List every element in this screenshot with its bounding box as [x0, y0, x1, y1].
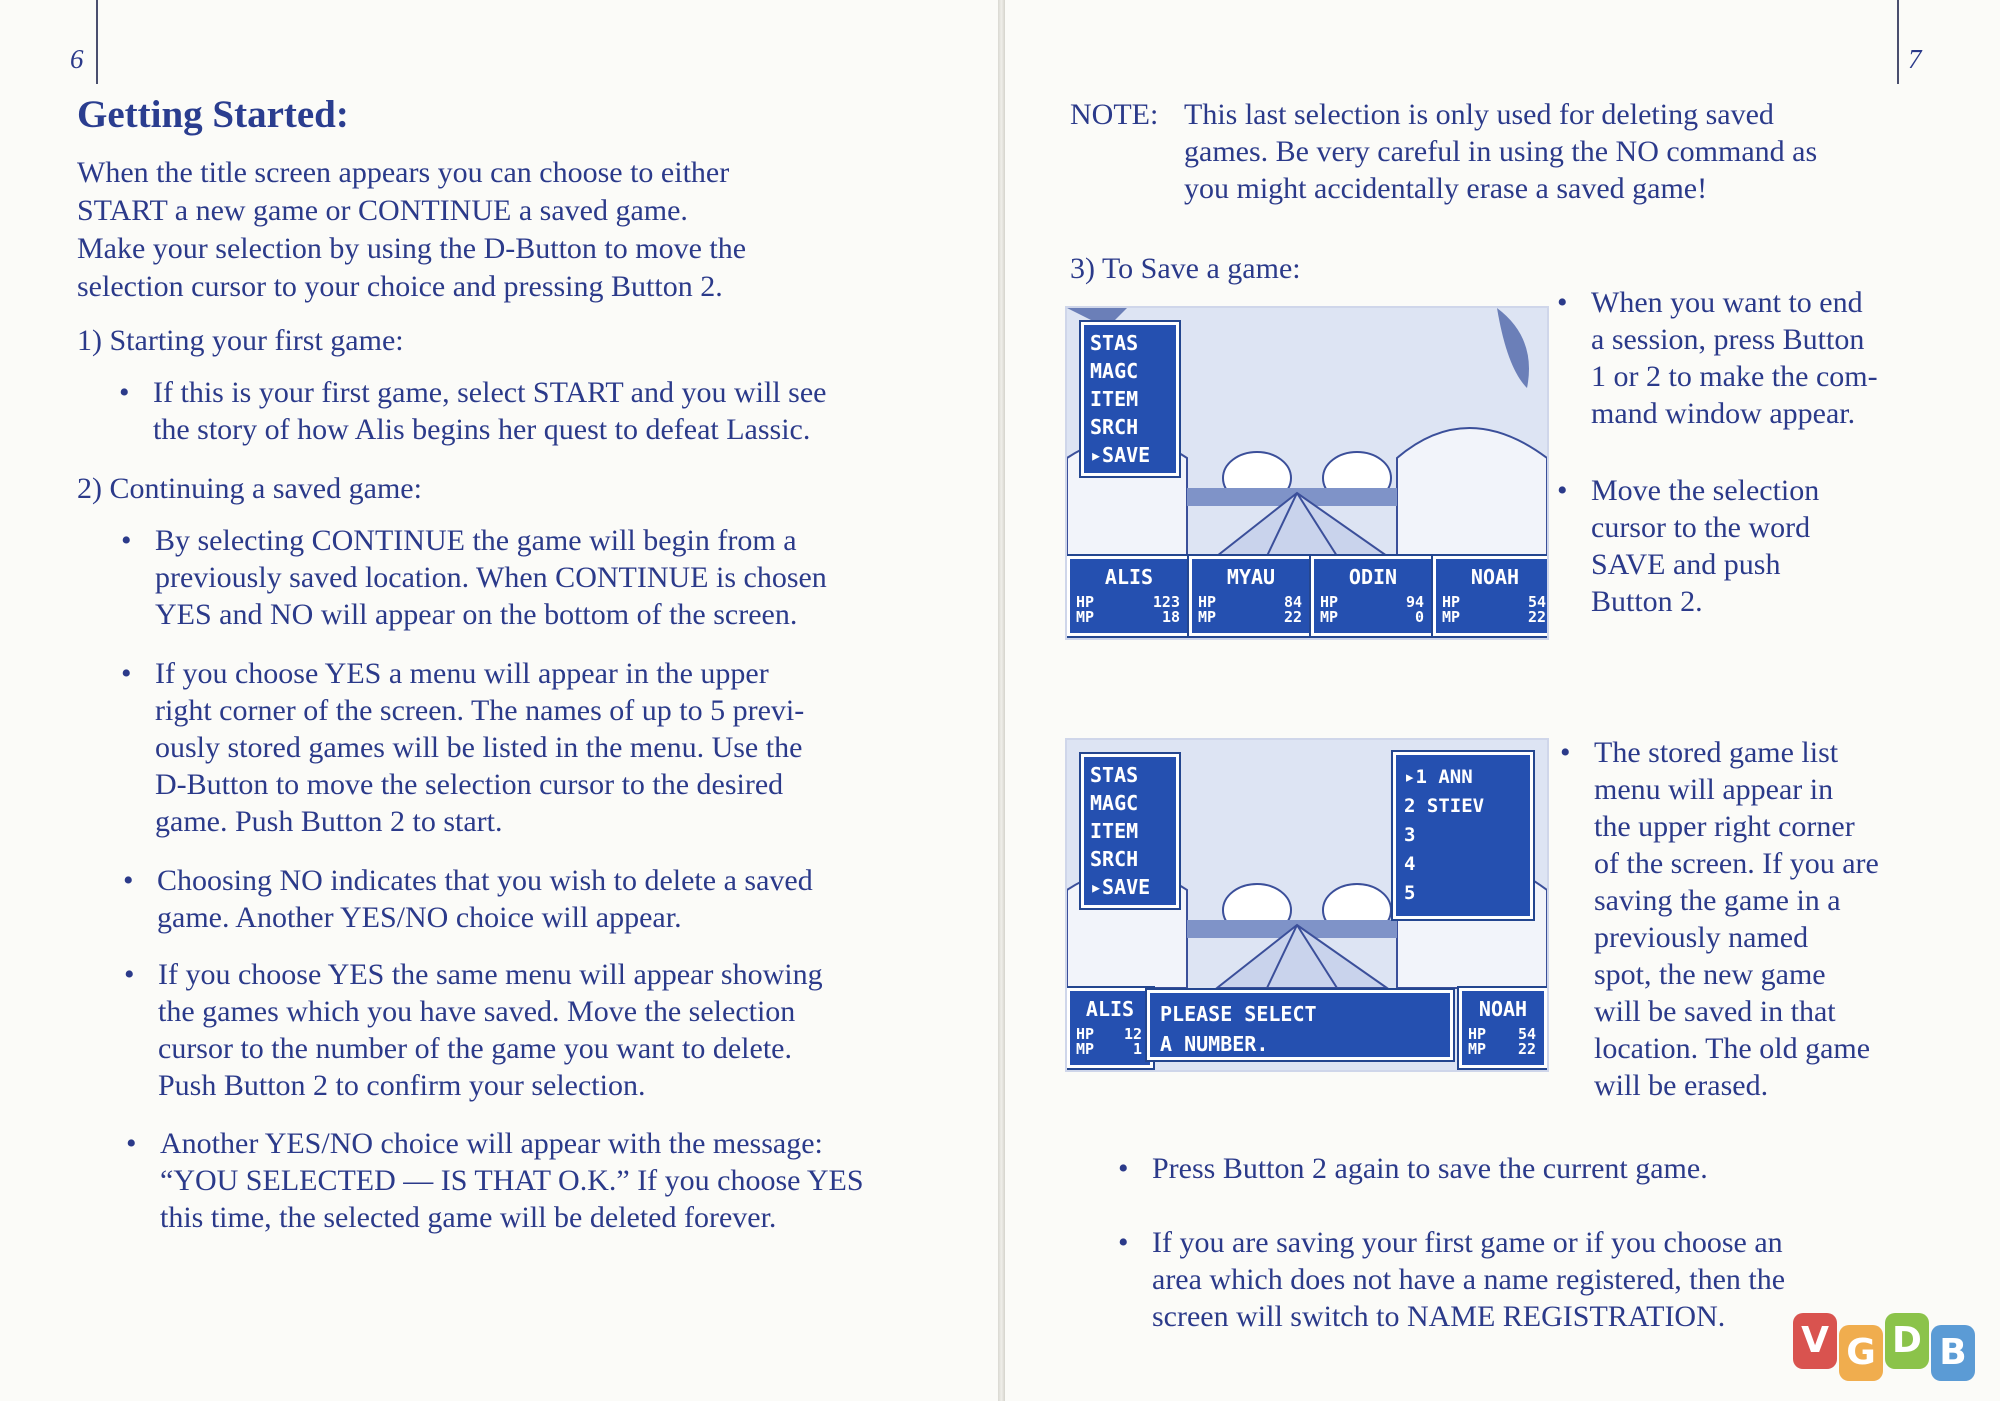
bullet-item	[1594, 734, 1879, 1104]
hp-value: 54	[1517, 1025, 1536, 1043]
bullet-item	[153, 374, 826, 448]
menu-item[interactable]: SRCH	[1090, 847, 1139, 871]
save-slot[interactable]: 3	[1404, 824, 1416, 846]
bullet-item	[1591, 472, 1819, 620]
party-member-name: ODIN	[1348, 565, 1398, 589]
bullet-item	[1152, 1224, 1785, 1335]
game-screenshot-save-menu	[1065, 306, 1549, 640]
note-label: NOTE:	[1070, 98, 1159, 131]
bullet-line: screen will switch to NAME REGISTRATION.	[1152, 1300, 1726, 1333]
book-spine	[998, 0, 1005, 1401]
bullet-item	[158, 956, 823, 1104]
party-status-myau	[1189, 556, 1313, 636]
bullet-line: • If this is your first game, select START and you will see	[153, 376, 827, 409]
mp-label: MP	[1442, 608, 1461, 626]
watermark-letter: G	[1839, 1325, 1883, 1381]
bullet-line: • The stored game list	[1594, 736, 1839, 769]
right-page	[1003, 0, 2000, 1401]
bullet-line: of the screen. If you are	[1594, 847, 1879, 880]
mp-value: 22	[1517, 1040, 1536, 1058]
bullet-item	[160, 1125, 864, 1236]
bullet-line: menu will appear in	[1594, 773, 1834, 806]
hp-value: 123	[1152, 593, 1180, 611]
intro-line: START a new game or CONTINUE a saved game.	[77, 194, 688, 227]
bullet-line: D-Button to move the selection cursor to the desired	[155, 768, 784, 801]
party-status-noah	[1459, 988, 1547, 1068]
bullet-line: Push Button 2 to confirm your selection.	[158, 1069, 646, 1102]
intro-line: When the title screen appears you can choose to either	[77, 156, 730, 189]
watermark-letter: B	[1931, 1325, 1975, 1381]
page-number-left: 6	[70, 44, 84, 74]
bullet-line: the story of how Alis begins her quest to defeat Lassic.	[153, 413, 811, 446]
hp-label: HP	[1076, 1025, 1095, 1043]
bullet-line: 1 or 2 to make the com-	[1591, 360, 1878, 393]
mp-label: MP	[1076, 1040, 1095, 1058]
intro-line: Make your selection by using the D-Button to move the	[77, 232, 747, 265]
vgdb-watermark-logo	[1793, 1313, 1983, 1383]
bullet-line: a session, press Button	[1591, 323, 1865, 356]
mp-label: MP	[1320, 608, 1339, 626]
bullet-line: • When you want to end	[1591, 286, 1863, 319]
note-line: games. Be very careful in using the NO command as	[1184, 135, 1818, 168]
bullet-line: game. Push Button 2 to start.	[155, 805, 503, 838]
mp-label: MP	[1076, 608, 1095, 626]
menu-item[interactable]: STAS	[1090, 331, 1139, 355]
bullet-line: • Another YES/NO choice will appear with the message:	[160, 1127, 823, 1160]
watermark-letter: V	[1793, 1313, 1837, 1369]
bullet-line: location. The old game	[1594, 1032, 1871, 1065]
bullet-line: game. Another YES/NO choice will appear.	[157, 901, 682, 934]
command-menu[interactable]	[1081, 754, 1179, 908]
menu-item[interactable]: ▸SAVE	[1090, 443, 1151, 467]
bullet-line: the upper right corner	[1594, 810, 1855, 843]
bullet-line: SAVE and push	[1591, 548, 1781, 581]
bullet-line: • Move the selection	[1591, 474, 1820, 507]
bullet-line: cursor to the number of the game you want to delete.	[158, 1032, 792, 1065]
bullet-line: spot, the new game	[1594, 958, 1826, 991]
bullet-line: cursor to the word	[1591, 511, 1811, 544]
bullet-line: • Choosing NO indicates that you wish to delete a saved	[157, 864, 813, 897]
bullet-line: previously named	[1594, 921, 1809, 954]
save-slot[interactable]: ▸1 ANN	[1404, 766, 1473, 788]
hp-label: HP	[1320, 593, 1339, 611]
mp-value: 18	[1161, 608, 1180, 626]
menu-item[interactable]: ITEM	[1090, 387, 1139, 411]
save-slot-list[interactable]	[1393, 752, 1533, 919]
bullet-item	[157, 862, 813, 936]
bullet-line: • If you choose YES a menu will appear in the upper	[155, 657, 769, 690]
menu-item[interactable]: ITEM	[1090, 819, 1139, 843]
mp-value: 22	[1527, 608, 1546, 626]
game-screenshot-save-slots	[1065, 738, 1549, 1072]
bullet-line: the games which you have saved. Move the selection	[158, 995, 796, 1028]
party-status-noah	[1433, 556, 1549, 636]
bullet-line: • Press Button 2 again to save the current game.	[1152, 1152, 1708, 1185]
bullet-line: right corner of the screen. The names of up to 5 previ-	[155, 694, 805, 727]
bullet-line: previously saved location. When CONTINUE is chosen	[155, 561, 827, 594]
hp-label: HP	[1442, 593, 1461, 611]
menu-item[interactable]: STAS	[1090, 763, 1139, 787]
bullet-line: mand window appear.	[1591, 397, 1856, 430]
save-slot[interactable]: 5	[1404, 882, 1416, 904]
page-number-rule-left	[96, 0, 98, 84]
mp-label: MP	[1468, 1040, 1487, 1058]
party-member-name: NOAH	[1470, 565, 1520, 589]
bullet-line: saving the game in a	[1594, 884, 1841, 917]
bullet-item	[155, 522, 827, 633]
party-status-alis	[1067, 988, 1153, 1068]
menu-item[interactable]: ▸SAVE	[1090, 875, 1151, 899]
hp-label: HP	[1198, 593, 1217, 611]
hp-value: 12	[1123, 1025, 1142, 1043]
party-member-name: ALIS	[1104, 565, 1154, 589]
bullet-line: “YOU SELECTED — IS THAT O.K.” If you choose YES	[160, 1164, 864, 1197]
party-member-name: ALIS	[1085, 997, 1135, 1021]
bullet-item	[1591, 284, 1878, 432]
hp-value: 94	[1405, 593, 1424, 611]
bullet-line: YES and NO will appear on the bottom of the screen.	[155, 598, 798, 631]
section2-heading: 2) Continuing a saved game:	[77, 472, 422, 505]
bullet-item	[155, 655, 804, 840]
note-line: This last selection is only used for deleting saved	[1184, 98, 1774, 131]
message-line: A NUMBER.	[1160, 1032, 1269, 1056]
message-window	[1147, 990, 1453, 1060]
save-slot[interactable]: 4	[1404, 853, 1416, 875]
intro-paragraph	[77, 154, 746, 306]
hp-label: HP	[1468, 1025, 1487, 1043]
mp-value: 1	[1132, 1040, 1142, 1058]
mp-value: 0	[1414, 608, 1424, 626]
menu-item[interactable]: SRCH	[1090, 415, 1139, 439]
bullet-line: will be saved in that	[1594, 995, 1836, 1028]
party-member-name: NOAH	[1478, 997, 1528, 1021]
bullet-line: • If you choose YES the same menu will appear showing	[158, 958, 823, 991]
page-number-rule-right	[1897, 0, 1899, 84]
watermark-letter: D	[1885, 1313, 1929, 1369]
bullet-line: this time, the selected game will be deleted forever.	[160, 1201, 777, 1234]
hp-value: 54	[1527, 593, 1546, 611]
bullet-line: ously stored games will be listed in the menu. Use the	[155, 731, 803, 764]
party-status-odin	[1311, 556, 1435, 636]
message-line: PLEASE SELECT	[1160, 1002, 1317, 1026]
bullet-line: Button 2.	[1591, 585, 1703, 618]
note-line: you might accidentally erase a saved game!	[1184, 172, 1708, 205]
party-status-alis	[1067, 556, 1191, 636]
hp-label: HP	[1076, 593, 1095, 611]
mp-label: MP	[1198, 608, 1217, 626]
menu-item[interactable]: MAGC	[1090, 359, 1139, 383]
mp-value: 22	[1283, 608, 1302, 626]
party-member-name: MYAU	[1226, 565, 1276, 589]
menu-item[interactable]: MAGC	[1090, 791, 1139, 815]
save-slot[interactable]: 2 STIEV	[1404, 795, 1485, 817]
bullet-line: • By selecting CONTINUE the game will begin from a	[155, 524, 797, 557]
bullet-line: • If you are saving your first game or if you choose an	[1152, 1226, 1783, 1259]
command-menu[interactable]	[1081, 322, 1179, 476]
intro-line: selection cursor to your choice and pressing Button 2.	[77, 270, 723, 303]
bullet-line: will be erased.	[1594, 1069, 1769, 1102]
page-title: Getting Started:	[77, 93, 349, 136]
bullet-line: area which does not have a name registered, then the	[1152, 1263, 1786, 1296]
page-number-right: 7	[1908, 44, 1922, 74]
bullet-item	[1152, 1150, 1708, 1187]
section3-heading: 3) To Save a game:	[1070, 252, 1301, 285]
section1-heading: 1) Starting your first game:	[77, 324, 404, 357]
hp-value: 84	[1283, 593, 1302, 611]
